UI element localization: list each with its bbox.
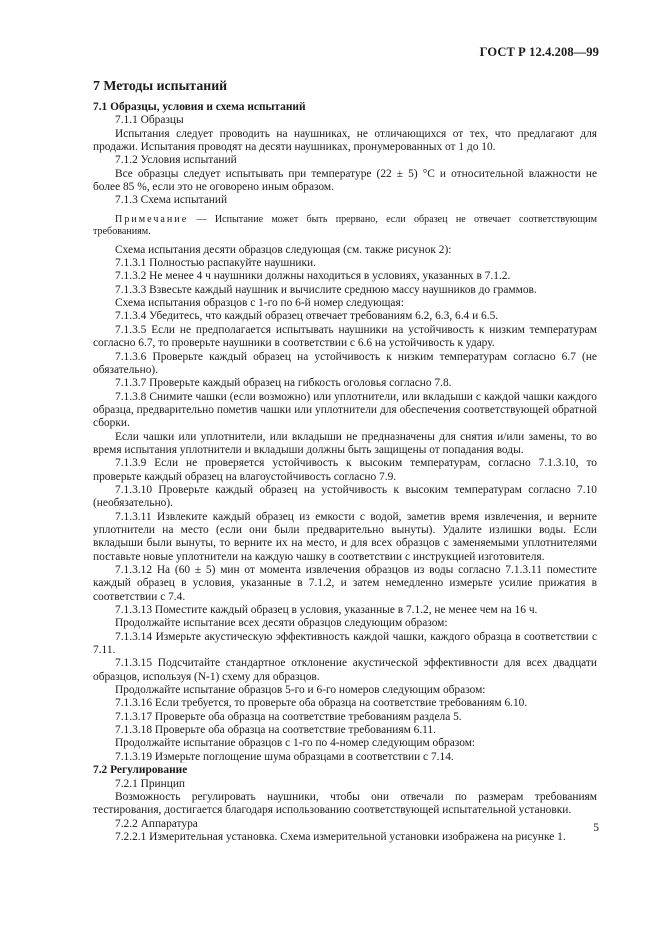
note-text: — Испытание может быть прервано, если образец не отвечает соответствующим требованиям. xyxy=(93,213,597,237)
paragraph: 7.1.3.12 На (60 ± 5) мин от момента извлечения образцов из воды согласно 7.1.3.11 поместите каждый образец в условия, указанные в 7.1.2, и затем немедленно измерьте усилие прижатия в соответствии с 7.4. xyxy=(93,564,597,603)
paragraph: 7.1.3.8 Снимите чашки (если возможно) или уплотнители, или вкладыши с каждой чашки каждого образца, предварительно пометив чашки или уплотнители для обеспечения соответствующей обратной сборки. xyxy=(93,390,597,430)
paragraph: 7.1.3.7 Проверьте каждый образец на гибкость оголовья согласно 7.8. xyxy=(115,377,452,390)
paragraph: Продолжайте испытание всех десяти образцов следующим образом: xyxy=(115,617,448,630)
paragraph: Продолжайте испытание образцов 5-го и 6-го номеров следующим образом: xyxy=(115,684,486,697)
subsection-title-7-2: 7.2 Регулирование xyxy=(93,764,188,777)
paragraph: 7.2.1 Принцип xyxy=(115,777,186,790)
paragraph: 7.1.3 Схема испытаний xyxy=(115,194,228,207)
paragraph: Продолжайте испытание образцов с 1-го по 4-номер следующим образом: xyxy=(115,737,476,750)
paragraph: 7.1.3.5 Если не предполагается испытывать наушники на устойчивость к низким температурам согласно 6.7, то проверьте наушники в соответствии с 6.6 на устойчивость к удару. xyxy=(93,323,597,350)
paragraph: Если чашки или уплотнители, или вкладыши не предназначены для снятия и/или замены, то во время испытания уплотнители и вкладыши должны быть защищены от попадания воды. xyxy=(93,430,597,456)
paragraph: 7.1.3.6 Проверьте каждый образец на устойчивость к низким температурам согласно 6.7 (не обязательно). xyxy=(93,350,597,376)
page-number: 5 xyxy=(593,822,599,834)
paragraph: 7.1.3.2 Не менее 4 ч наушники должны находиться в условиях, указанных в 7.1.2. xyxy=(115,270,511,283)
subsection-title-7-1: 7.1 Образцы, условия и схема испытаний xyxy=(93,101,306,113)
page-content xyxy=(93,78,597,844)
paragraph-group-2 xyxy=(93,244,597,764)
paragraph: 7.1.3.11 Извлеките каждый образец из емкости с водой, заметив время извлечения, и верните уплотнители на место (если они были предварительно вынуты). Удалите излишки воды. Если вкладыши были вынуты, то верните их на место, и для всех образцов с заменяемыми уплотнителями поставьте новые уплотнители на каждую чашку в соответствии с инструкцией изготовителя. xyxy=(93,510,597,563)
paragraph: 7.1.3.13 Поместите каждый образец в условия, указанные в 7.1.2, не менее чем на 16 ч. xyxy=(115,604,538,617)
paragraph-group-1 xyxy=(93,114,597,207)
paragraph-group-3 xyxy=(93,778,597,845)
paragraph: Схема испытания десяти образцов следующая (см. также рисунок 2): xyxy=(115,243,452,256)
note xyxy=(93,214,597,238)
paragraph: 7.1.3.10 Проверьте каждый образец на устойчивость к высоким температурам согласно 7.10 (необязательно). xyxy=(93,483,597,510)
section-title: 7 Методы испытаний xyxy=(93,78,228,93)
paragraph: 7.1.3.16 Если требуется, то проверьте оба образца на соответствие требованиям 6.10. xyxy=(115,697,528,710)
paragraph: 7.1.3.14 Измерьте акустическую эффективность каждой чашки, каждого образца в соответствии с 7.11. xyxy=(93,630,597,657)
paragraph: Схема испытания образцов с 1-го по 6-й номер следующая: xyxy=(115,297,404,310)
paragraph: Все образцы следует испытывать при температуре (22 ± 5) °С и относительной влажности не более 85 %, если это не оговорено иным образом. xyxy=(93,167,597,194)
paragraph: Испытания следует проводить на наушниках, не отличающихся от тех, что предлагают для продажи. Испытания проводят на десяти наушниках, пронумерованных от 1 до 10. xyxy=(93,127,597,154)
paragraph: 7.1.3.4 Убедитесь, что каждый образец отвечает требованиям 6.2, 6.3, 6.4 и 6.5. xyxy=(115,310,499,323)
paragraph: 7.1.1 Образцы xyxy=(115,114,184,127)
paragraph: 7.1.2 Условия испытаний xyxy=(115,154,237,167)
paragraph: 7.1.3.19 Измерьте поглощение шума образцами в соответствии с 7.14. xyxy=(115,750,454,763)
paragraph: 7.1.3.3 Взвесьте каждый наушник и вычислите среднюю массу наушников до граммов. xyxy=(115,283,537,296)
note-label: Примечание xyxy=(115,213,189,225)
paragraph: 7.2.2 Аппаратура xyxy=(115,817,198,830)
paragraph: 7.1.3.9 Если не проверяется устойчивость к высоким температурам, согласно 7.1.3.10, то проверьте каждый образец на влагоустойчивость согласно 7.9. xyxy=(93,457,597,483)
paragraph: 7.1.3.1 Полностью распакуйте наушники. xyxy=(115,257,316,270)
paragraph: 7.2.2.1 Измерительная установка. Схема измерительной установки изображена на рисунке 1. xyxy=(115,830,566,843)
paragraph: Возможность регулировать наушники, чтобы они отвечали по размерам требованиям тестирования, достигается благодаря использованию соответствующей испытательной установки. xyxy=(93,790,597,817)
document-header: ГОСТ Р 12.4.208—99 xyxy=(479,45,599,59)
paragraph: 7.1.3.15 Подсчитайте стандартное отклонение акустической эффективности для всех двадцати образцов, используя (N-1) схему для образцов. xyxy=(93,657,597,683)
paragraph: 7.1.3.17 Проверьте оба образца на соответствие требованиям раздела 5. xyxy=(115,710,462,723)
paragraph: 7.1.3.18 Проверьте оба образца на соответствие требованиям 6.11. xyxy=(115,724,436,737)
